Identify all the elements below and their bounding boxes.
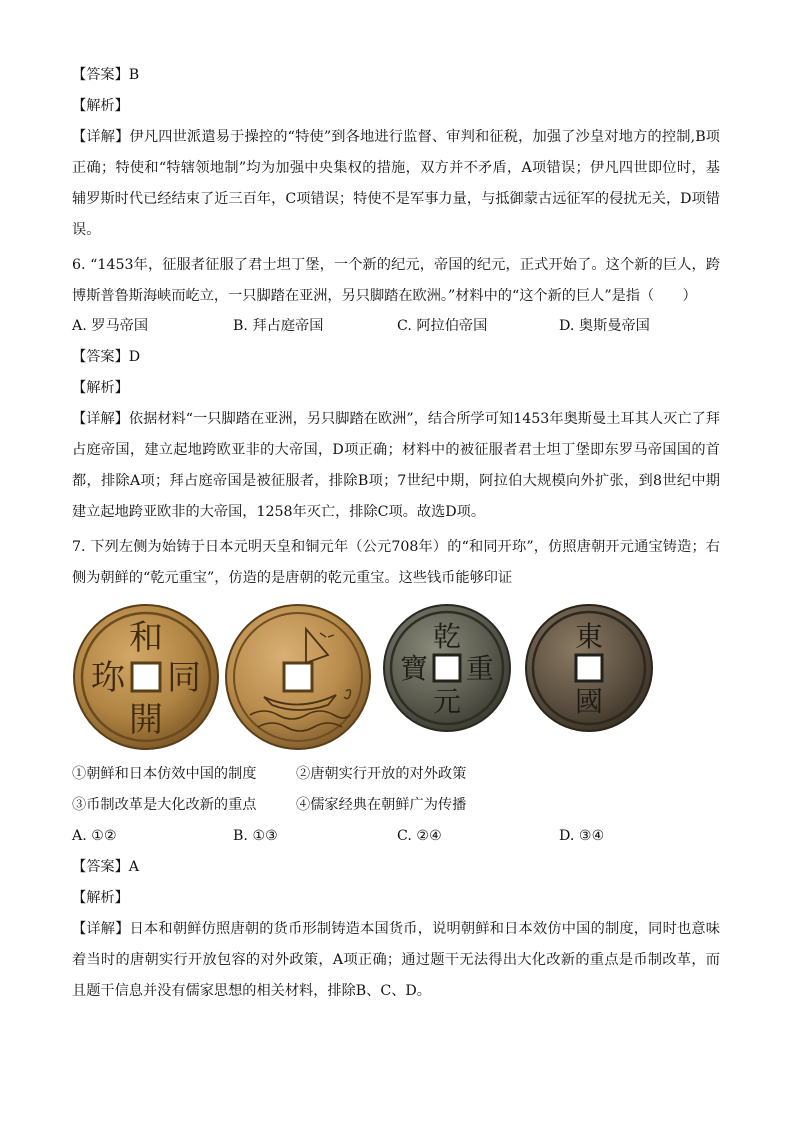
q6-options: [72, 316, 722, 336]
q7-option-c: C. ②④: [397, 828, 442, 844]
q7-option-d: D. ③④: [559, 828, 605, 844]
q5-analysis-label: 【解析】: [72, 98, 129, 114]
q6-analysis-label: 【解析】: [72, 380, 129, 396]
q6-option-d: D. 奥斯曼帝国: [559, 318, 650, 334]
q7-statement-4: ④儒家经典在朝鲜广为传播: [296, 797, 467, 813]
q6-answer: 【答案】D: [72, 349, 141, 365]
coin3-char-right: 重: [465, 652, 495, 685]
q5-answer: 【答案】B: [72, 67, 140, 83]
coin3-char-bottom: 元: [432, 685, 462, 718]
wado-kaichin-coin-reverse: [224, 603, 372, 751]
q6-option-c: C. 阿拉伯帝国: [397, 318, 488, 334]
coin1-char-left: 珎: [91, 658, 125, 698]
coin1-char-bottom: 開: [129, 700, 163, 740]
q7-analysis-label: 【解析】: [72, 890, 129, 906]
coin3-char-left: 寶: [399, 652, 429, 685]
wado-kaichin-coin-front: [72, 603, 220, 751]
q7-option-b: B. ①③: [233, 828, 278, 844]
coin1-char-top: 和: [129, 618, 163, 658]
q6-option-a: A. 罗马帝国: [72, 318, 149, 334]
coin4-char-bottom: 國: [574, 685, 604, 718]
q6-stem: 6. “1453年，征服者征服了君士坦丁堡，一个新的纪元，帝国的纪元，正式开始了。这个新的巨人，跨博斯普鲁斯海峡而屹立，一只脚踏在亚洲，另只脚踏在欧洲。”材料中的“这个新的巨人”是指（ ）: [72, 257, 720, 304]
q7-detail: 【详解】日本和朝鲜仿照唐朝的货币形制铸造本国货币，说明朝鲜和日本效仿中国的制度，同时也意味着当时的唐朝实行开放包容的对外政策，A项正确；通过题干无法得出大化改新的重点是币制改革，而且题干信息并没有儒家思想的相关材料，排除B、C、D。: [72, 921, 720, 999]
q7-stem: 7. 下列左侧为始铸于日本元明天皇和铜元年（公元708年）的“和同开珎”，仿照唐朝开元通宝铸造；右侧为朝鲜的“乾元重宝”，仿造的是唐朝的乾元重宝。这些钱币能够印证: [72, 539, 720, 586]
coin1-char-right: 同: [167, 658, 201, 698]
coin4-char-top: 東: [574, 620, 604, 653]
q7-options: [72, 826, 722, 846]
q5-detail: 【详解】伊凡四世派遣易于操控的“特使”到各地进行监督、审判和征税，加强了沙皇对地方的控制,B项正确；特使和“特辖领地制”均为加强中央集权的措施，双方并不矛盾，A项错误；伊凡四世即位时，基辅罗斯时代已经结束了近三百年，C项错误；特使不是军事力量，与抵御蒙古远征军的侵扰无关，D项错误。: [72, 129, 720, 238]
coin-images: [72, 603, 662, 753]
q6-detail: 【详解】依据材料“一只脚踏在亚洲，另只脚踏在欧洲”，结合所学可知1453年奥斯曼土耳其人灭亡了拜占庭帝国，建立起地跨欧亚非的大帝国，D项正确；材料中的被征服者君士坦丁堡即东罗马帝国国的首都，排除A项；拜占庭帝国是被征服者，排除B项；7世纪中期，阿拉伯大规模向外扩张，到8世纪中期建立起地跨亚欧非的大帝国，1258年灭亡，排除C项。故选D项。: [72, 411, 720, 520]
q7-statement-3: ③币制改革是大化改新的重点: [72, 797, 257, 813]
dong-guk-coin: [524, 603, 654, 733]
coin3-char-top: 乾: [432, 620, 462, 653]
q7-statement-1: ①朝鲜和日本仿效中国的制度: [72, 766, 257, 782]
q7-statement-2: ②唐朝实行开放的对外政策: [296, 766, 467, 782]
geon-won-jung-bo-coin: [382, 603, 512, 733]
q7-option-a: A. ①②: [72, 828, 117, 844]
q7-answer: 【答案】A: [72, 859, 139, 875]
q6-option-b: B. 拜占庭帝国: [233, 318, 324, 334]
